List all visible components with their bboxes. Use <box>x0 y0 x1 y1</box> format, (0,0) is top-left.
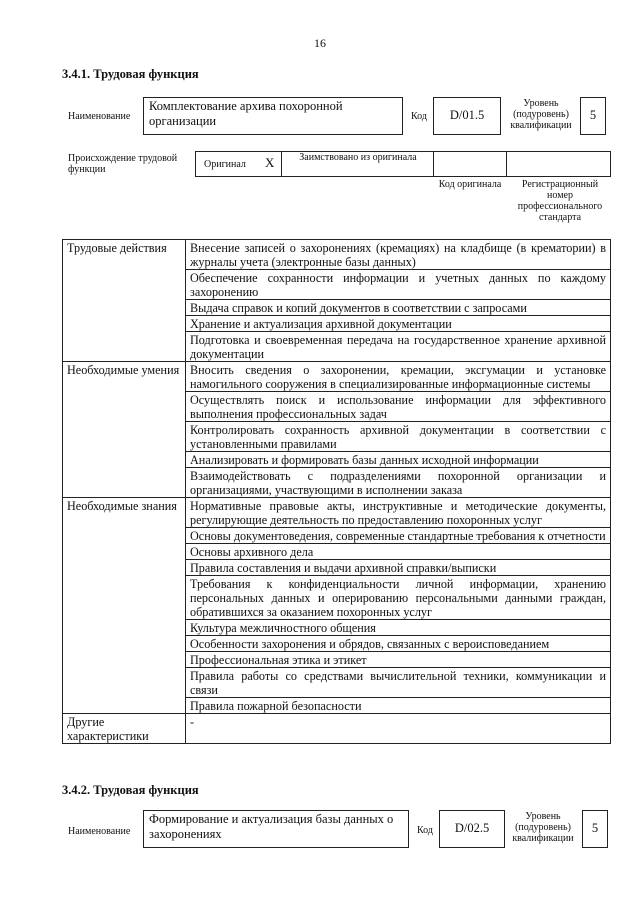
row-item: Правила работы со средствами вычислительной техники, коммуникации и связи <box>186 668 611 698</box>
row-item: Культура межличностного общения <box>186 620 611 636</box>
row-item: Правила пожарной безопасности <box>186 698 611 714</box>
row-item: Требования к конфиденциальности личной информации, хранению персональных данных и оперированию персональными данными граждан, обратившихся за оказанием похоронных услуг <box>186 576 611 620</box>
borrowed-label: Заимствовано из оригинала <box>299 152 417 163</box>
row-item: Взаимодействовать с подразделениями похоронной организации и организациями, участвующими в исполнении заказа <box>186 468 611 498</box>
page-number: 16 <box>314 36 326 50</box>
row-item: Осуществлять поиск и использование информации для эффективного выполнения профессиональных задач <box>186 392 611 422</box>
level-value: 5 <box>589 108 597 122</box>
table-row <box>63 714 611 744</box>
row-item: Подготовка и своевременная передача на государственное хранение архивной документации <box>186 332 611 362</box>
row-item: Основы документоведения, современные стандартные требования к отчетности <box>186 528 611 544</box>
row-item: Внесение записей о захоронениях (кремациях) на кладбище (в крематории) в журналы учета (электронные базы данных) <box>186 240 611 270</box>
table-row <box>63 498 611 528</box>
original-mark: X <box>265 155 275 170</box>
row-item: Обеспечение сохранности информации и учетных данных по каждому захоронению <box>186 270 611 300</box>
level-label: Уровень (подуровень) квалификации <box>510 98 572 131</box>
row-item: Профессиональная этика и этикет <box>186 652 611 668</box>
row-item: Особенности захоронения и обрядов, связанных с вероисповеданием <box>186 636 611 652</box>
origin-divider-2 <box>433 151 434 177</box>
code-label-2: Код <box>417 825 433 836</box>
row-item: - <box>186 714 611 744</box>
row-category: Другие характеристики <box>63 714 186 744</box>
code-label: Код <box>411 111 427 122</box>
original-label: Оригинал <box>204 159 246 170</box>
table-row <box>63 362 611 392</box>
row-category: Трудовые действия <box>63 240 186 362</box>
section-title: 3.4.1. Трудовая функция <box>62 67 199 81</box>
level-label-2: Уровень (подуровень) квалификации <box>512 811 574 844</box>
level-value-2: 5 <box>591 821 599 835</box>
code-value-2: D/02.5 <box>454 821 490 835</box>
origin-divider-1 <box>281 151 282 177</box>
name-value: Комплектование архива похоронной организации <box>149 99 343 128</box>
name-value-2: Формирование и актуализация базы данных о захоронениях <box>149 812 394 841</box>
row-item: Выдача справок и копий документов в соответствии с запросами <box>186 300 611 316</box>
row-item: Правила составления и выдачи архивной справки/выписки <box>186 560 611 576</box>
row-item: Анализировать и формировать базы данных исходной информации <box>186 452 611 468</box>
code-orig-caption: Код оригинала <box>438 179 502 190</box>
origin-label: Происхождение трудовой функции <box>68 153 178 175</box>
row-item: Вносить сведения о захоронении, кремации, эксгумации и установке намогильного сооружения в специализированные информационные системы <box>186 362 611 392</box>
name-label: Наименование <box>68 111 131 122</box>
row-category: Необходимые умения <box>63 362 186 498</box>
row-item: Хранение и актуализация архивной документации <box>186 316 611 332</box>
row-item: Нормативные правовые акты, инструктивные и методические документы, регулирующие деятельность по предоставлению похоронных услуг <box>186 498 611 528</box>
row-category: Необходимые знания <box>63 498 186 714</box>
function-table <box>62 239 611 744</box>
row-item: Контролировать сохранность архивной документации в соответствии с установленными правилами <box>186 422 611 452</box>
code-value: D/01.5 <box>449 108 485 122</box>
reg-caption: Регистрационный номер профессионального стандарта <box>517 179 603 223</box>
origin-divider-3 <box>506 151 507 177</box>
table-row <box>63 240 611 270</box>
name-label-2: Наименование <box>68 826 131 837</box>
row-item: Основы архивного дела <box>186 544 611 560</box>
section-title-2: 3.4.2. Трудовая функция <box>62 783 199 797</box>
